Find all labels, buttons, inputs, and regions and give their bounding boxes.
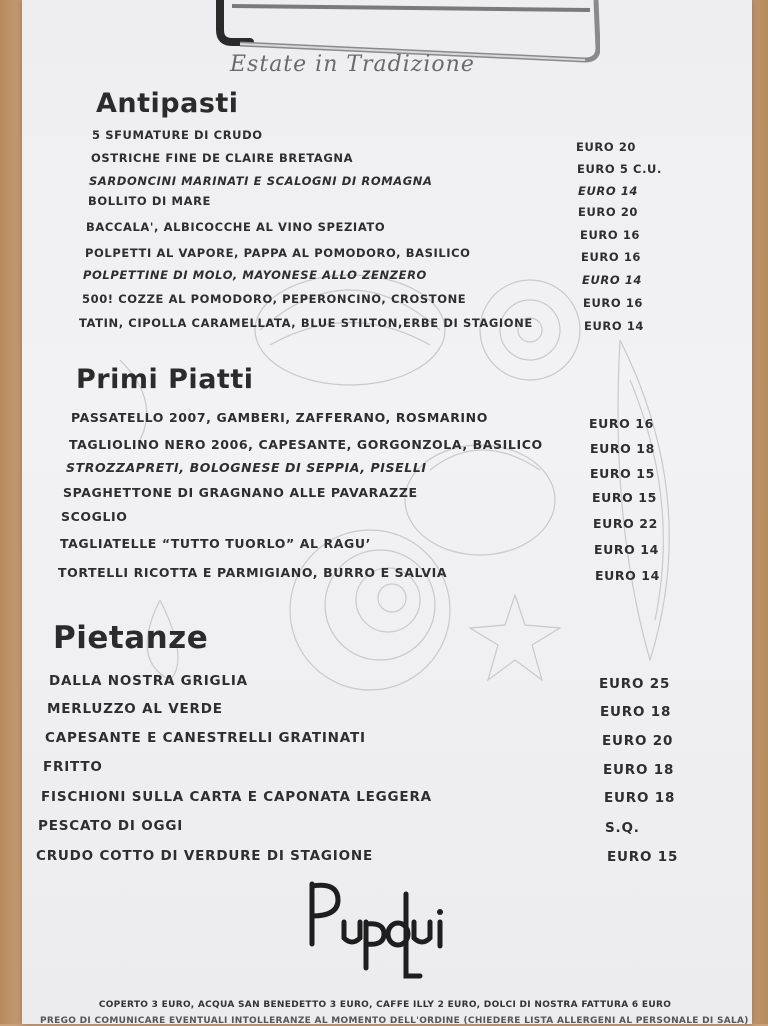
primi-title: Primi Piatti: [76, 364, 254, 395]
menu-item-name: SCOGLIO: [61, 509, 128, 524]
menu-item-price: EURO 20: [576, 140, 637, 154]
menu-item-price: EURO 16: [581, 250, 642, 264]
menu-item-name: DALLA NOSTRA GRIGLIA: [49, 673, 248, 689]
menu-script-title: Estate in Tradizione: [230, 52, 475, 77]
footer-allergen-note: PREGO DI COMUNICARE EVENTUALI INTOLLERANZE AL MOMENTO DELL'ORDINE (CHIEDERE LISTA ALLERGENI AL PERSONALE DI SALA): [40, 1016, 749, 1026]
menu-item-name: FISCHIONI SULLA CARTA E CAPONATA LEGGERA: [41, 789, 432, 805]
menu-item-price: EURO 18: [590, 441, 655, 456]
menu-item-price: EURO 18: [600, 704, 672, 720]
menu-item-name: SARDONCINI MARINATI E SCALOGNI DI ROMAGNA: [89, 174, 433, 188]
menu-item-name: OSTRICHE FINE DE CLAIRE BRETAGNA: [91, 151, 354, 165]
menu-item-name: 5 SFUMATURE DI CRUDO: [92, 128, 263, 142]
menu-item-price: EURO 14: [578, 184, 639, 198]
menu-item-price: EURO 5 C.U.: [577, 162, 662, 176]
menu-item-price: EURO 15: [607, 849, 679, 865]
menu-item-name: POLPETTINE DI MOLO, MAYONESE ALLO ZENZERO: [83, 268, 427, 282]
footer-cover-charges: COPERTO 3 EURO, ACQUA SAN BENEDETTO 3 EURO, CAFFE ILLY 2 EURO, DOLCI DI NOSTRA FATTURA 6 EURO: [98, 1000, 672, 1010]
menu-item-price: EURO 16: [583, 296, 644, 310]
menu-item-name: TORTELLI RICOTTA E PARMIGIANO, BURRO E SALVIA: [58, 565, 448, 580]
menu-item-price: EURO 14: [594, 542, 659, 557]
menu-item-name: BOLLITO DI MARE: [88, 194, 211, 208]
menu-item-name: TATIN, CIPOLLA CARAMELLATA, BLUE STILTON,ERBE DI STAGIONE: [79, 316, 533, 330]
menu-item-price: EURO 14: [595, 568, 660, 583]
menu-item-name: 500! COZZE AL POMODORO, PEPERONCINO, CROSTONE: [82, 292, 467, 306]
menu-item-name: CRUDO COTTO DI VERDURE DI STAGIONE: [36, 848, 373, 864]
menu-item-name: TAGLIOLINO NERO 2006, CAPESANTE, GORGONZOLA, BASILICO: [69, 437, 543, 452]
menu-item-price: EURO 18: [604, 790, 676, 806]
menu-item-price: EURO 16: [589, 416, 654, 431]
menu-item-name: STROZZAPRETI, BOLOGNESE DI SEPPIA, PISELLI: [66, 460, 427, 475]
menu-item-price: EURO 20: [578, 205, 639, 219]
menu-item-name: POLPETTI AL VAPORE, PAPPA AL POMODORO, BASILICO: [85, 246, 471, 260]
pietanze-title: Pietanze: [53, 620, 209, 656]
menu-item-price: EURO 22: [593, 516, 658, 531]
menu-item-name: CAPESANTE E CANESTRELLI GRATINATI: [45, 730, 366, 746]
menu-item-price: EURO 16: [580, 228, 641, 242]
antipasti-title: Antipasti: [96, 88, 239, 119]
menu-item-price: EURO 15: [592, 490, 657, 505]
menu-item-name: BACCALA', ALBICOCCHE AL VINO SPEZIATO: [86, 220, 386, 234]
menu-item-name: MERLUZZO AL VERDE: [47, 701, 223, 717]
menu-item-price: EURO 18: [603, 762, 675, 778]
menu-item-price: EURO 15: [590, 466, 655, 481]
menu-item-name: PESCATO DI OGGI: [38, 818, 184, 834]
menu-item-name: FRITTO: [43, 759, 103, 775]
menu-item-name: SPAGHETTONE DI GRAGNANO ALLE PAVARAZZE: [63, 485, 418, 500]
menu-item-name: PASSATELLO 2007, GAMBERI, ZAFFERANO, ROSMARINO: [71, 410, 488, 425]
menu-item-price: EURO 14: [584, 319, 645, 333]
menu-item-price: EURO 25: [599, 676, 671, 692]
menu-item-price: S.Q.: [605, 820, 640, 836]
menu-item-price: EURO 20: [602, 733, 674, 749]
logo-mark: [300, 872, 450, 982]
menu-item-name: TAGLIATELLE “TUTTO TUORLO” AL RAGU’: [60, 536, 371, 551]
menu-item-price: EURO 14: [582, 273, 643, 287]
pupolui-logo: [300, 872, 450, 982]
